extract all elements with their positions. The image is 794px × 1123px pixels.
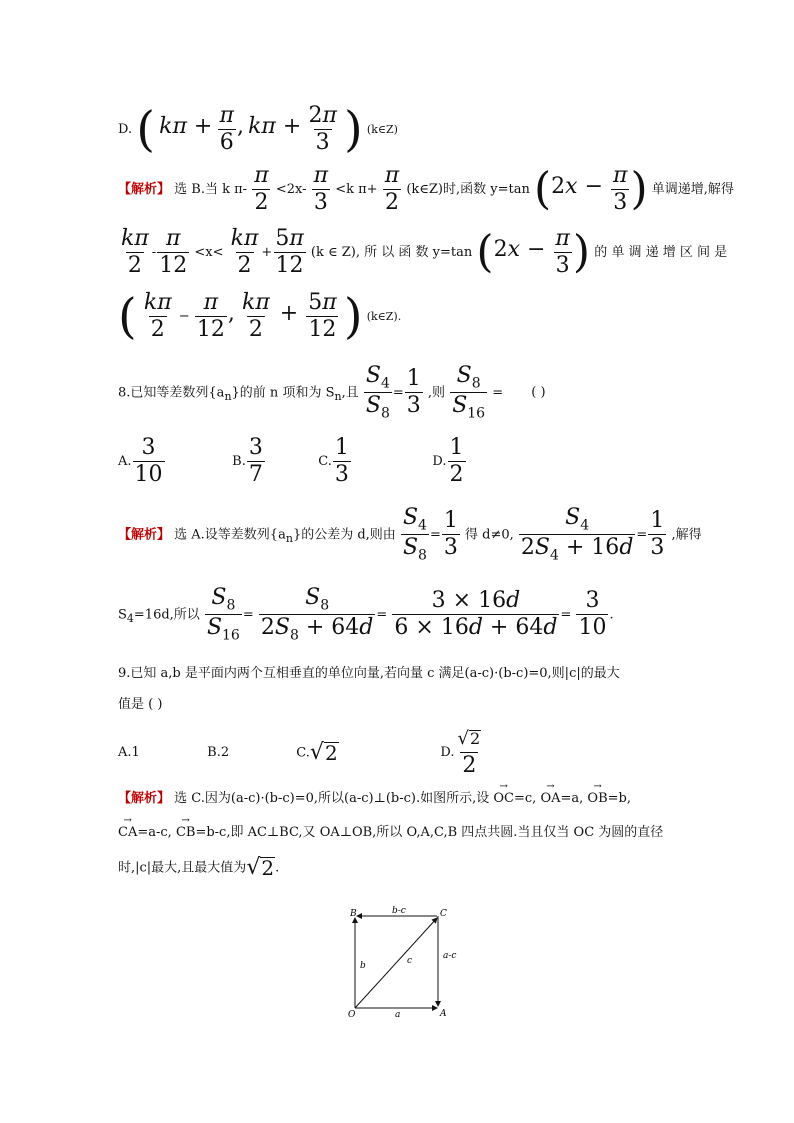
vector-ob: → OB bbox=[587, 792, 607, 805]
option-d: D. bbox=[432, 454, 447, 469]
text: =b-c,即 AC⊥BC,又 OA⊥OB,所以 O,A,C,B 四点共圆.当且仅当 OC 为圆的直径 bbox=[195, 825, 664, 840]
label-o: O bbox=[348, 1010, 356, 1020]
fraction: $\frac{S_4}{S_8}$ bbox=[365, 363, 390, 422]
math: kπ + bbox=[248, 114, 302, 139]
option-b: B.2 bbox=[207, 745, 230, 760]
option-label: D. bbox=[118, 122, 133, 137]
q9-options bbox=[118, 728, 484, 777]
fraction: $\frac{3}{10}$ bbox=[578, 588, 607, 641]
answer-paren: ( ) bbox=[531, 385, 546, 401]
text: = bbox=[492, 385, 504, 401]
prev-option-d: D. ( kπ + $\frac{\pi}{6}$ , kπ + $\frac{2\pi}{3}$ ) (k∈Z) bbox=[118, 101, 398, 158]
text: 选 B.当 k π- bbox=[174, 182, 248, 197]
text: =b, bbox=[607, 791, 631, 806]
sol9-line3: 时,|c|最大,且最大值为 √ 2 . bbox=[118, 855, 280, 880]
sol8-line1: 【解析】 选 A.设等差数列$\{a_n\}$的公差为 d,则由 $\frac{S_4}{S_8}$ = $\frac{1}{3}$ 得 d≠0, $\frac{S_4}{2S_4 + 16d}$ = $\frac{1}{3}$ ,解得 bbox=[118, 505, 702, 564]
sol7-line3: ( $\frac{k\pi}{2}$ − $\frac{\pi}{12}$ , $\frac{k\pi}{2}$ + $\frac{5\pi}{12}$ ) (k∈Z). bbox=[118, 288, 402, 345]
fraction: $\frac{k\pi}{2}$ bbox=[143, 290, 172, 342]
text: ,且 bbox=[341, 385, 359, 401]
text: <2x- bbox=[275, 182, 307, 197]
label-diag: c bbox=[407, 956, 413, 966]
label-b: B bbox=[350, 909, 357, 919]
text: ,则 bbox=[427, 385, 446, 401]
text: }的前 n 项和为 S bbox=[231, 385, 335, 401]
edge-oc bbox=[355, 918, 437, 1008]
text: =c, bbox=[514, 791, 537, 806]
text: <k π+ bbox=[335, 182, 378, 197]
text: 得 d≠0, bbox=[464, 527, 514, 543]
text: ,解得 bbox=[671, 527, 702, 543]
solution-tag: 【解析】 bbox=[118, 791, 171, 806]
label-c: C bbox=[440, 909, 447, 919]
vector-ca: → CA bbox=[118, 826, 137, 839]
sqrt: √ 2 bbox=[309, 739, 338, 765]
vector-oc: → OC bbox=[493, 792, 514, 805]
text: 时,|c|最大,且最大值为 bbox=[118, 860, 247, 876]
option-b: B. bbox=[232, 454, 246, 469]
paren: ) bbox=[344, 101, 363, 158]
label-a: A bbox=[440, 1009, 447, 1019]
sol9-line2 bbox=[118, 826, 663, 839]
question-9-line2: 值是 ( ) bbox=[118, 697, 163, 712]
question-8: 8.已知等差数列$\{a_n\}$的前 n 项和为 $S_n$,且 $\frac{S_4}{S_8}$ = $\frac{1}{3}$ ,则 $\frac{S_8}{S_{16}}$ = ( ) bbox=[118, 363, 546, 422]
solution-tag: 【解析】 bbox=[118, 182, 171, 197]
text: =a-c, bbox=[137, 825, 172, 840]
label-top: b-c bbox=[392, 906, 406, 916]
vector-figure bbox=[340, 905, 460, 1020]
fraction: $\frac{2\pi}{3}$ bbox=[308, 103, 337, 155]
paren: ( bbox=[136, 101, 155, 158]
label-left: b bbox=[360, 961, 366, 971]
text: (k∈Z)时,函数 y=tan bbox=[406, 182, 530, 197]
sqrt: √ 2 bbox=[246, 855, 275, 880]
fraction: $\frac{S_8}{S_{16}}$ bbox=[206, 585, 240, 644]
fraction: √ 2 2 bbox=[457, 728, 481, 778]
sol7-line1: 【解析】 选 B.当 k π- $\frac{\pi}{2}$ <2x- $\frac{\pi}{3}$ <k π+ $\frac{\pi}{2}$ (k∈Z)时,函数 y=tan (2x − $\frac{\pi}{3}$ ) 单调递增,解得 bbox=[118, 163, 734, 215]
label-right: a-c bbox=[443, 951, 457, 961]
vector-oa: → OA bbox=[540, 792, 560, 805]
fraction: $\frac{\pi}{2}$ bbox=[384, 163, 400, 215]
fraction: $\frac{k\pi}{2}$ bbox=[230, 226, 259, 278]
option-c: C. bbox=[296, 745, 310, 760]
text: 单调递增,解得 bbox=[651, 182, 734, 197]
fraction: $\frac{\pi}{3}$ bbox=[313, 163, 329, 215]
sol9-line1 bbox=[118, 792, 631, 805]
suffix: (k∈Z) bbox=[366, 123, 398, 136]
q8-options: A. $\frac{3}{10}$ B. $\frac{3}{7}$ C. $\frac{1}{3}$ D. $\frac{1}{2}$ bbox=[118, 435, 464, 487]
text: }的公差为 d,则由 bbox=[292, 527, 396, 543]
sol8-line2: $S_4=16d$,所以 $\frac{S_8}{S_{16}}$ = $\frac{S_8}{2S_8 + 64d}$ = $\frac{3 \times 16d}{6 \times 16d + 64d}$ = $\frac{3}{10}$ . bbox=[118, 585, 614, 644]
fraction: $\frac{S_8}{S_{16}}$ bbox=[452, 363, 486, 422]
fraction: $\frac{S_4}{2S_4 + 16d}$ bbox=[520, 505, 634, 564]
fraction: $\frac{\pi}{12}$ bbox=[196, 290, 225, 342]
label-bottom: a bbox=[395, 1010, 401, 1020]
text: =16d,所以 bbox=[133, 607, 200, 623]
fraction: $\frac{k\pi}{2}$ bbox=[121, 226, 149, 278]
fraction: $\frac{\pi}{2}$ bbox=[254, 163, 269, 215]
vector-cb: → CB bbox=[176, 826, 196, 839]
fraction: $\frac{\pi}{6}$ bbox=[219, 103, 234, 155]
sol7-line2: $\frac{k\pi}{2}$ - $\frac{\pi}{12}$ <x< $\frac{k\pi}{2}$ + $\frac{5\pi}{12}$ (k ∈ Z), 所 以 函 数 y=tan (2x − $\frac{\pi}{3}$ ) 的 单 调 递 增 区 间 是 bbox=[121, 226, 728, 278]
text: =a, bbox=[560, 791, 584, 806]
solution-tag: 【解析】 bbox=[118, 527, 171, 543]
math: kπ + bbox=[159, 114, 213, 139]
question-9-line1: 9.已知 a,b 是平面内两个互相垂直的单位向量,若向量 c 满足(a-c)·(b-c)=0,则|c|的最大 bbox=[118, 666, 620, 681]
text: 的 单 调 递 增 区 间 是 bbox=[594, 245, 728, 260]
option-d: D. bbox=[440, 745, 455, 760]
text: S bbox=[118, 607, 127, 623]
fraction: $\frac{S_8}{2S_8 + 64d}$ bbox=[260, 585, 374, 644]
text: (k ∈ Z), 所 以 函 数 y=tan bbox=[310, 245, 473, 260]
fraction: $\frac{5\pi}{12}$ bbox=[308, 290, 337, 342]
option-a: A. bbox=[118, 454, 132, 469]
text: 选 A.设等差数列{a bbox=[174, 527, 286, 543]
text: <x< bbox=[194, 245, 224, 260]
option-a: A.1 bbox=[118, 745, 140, 760]
fraction: $\frac{k\pi}{2}$ bbox=[241, 290, 270, 342]
option-c: C. bbox=[318, 454, 332, 469]
fraction: $\frac{S_4}{S_8}$ bbox=[402, 505, 427, 564]
text: 选 C.因为(a-c)·(b-c)=0,所以(a-c)⊥(b-c).如图所示,设 bbox=[174, 791, 490, 806]
suffix: (k∈Z). bbox=[366, 310, 402, 323]
fraction: $\frac{3 \times 16d}{6 \times 16d + 64d}$ bbox=[394, 588, 558, 641]
text: 8.已知等差数列{a bbox=[118, 385, 225, 401]
